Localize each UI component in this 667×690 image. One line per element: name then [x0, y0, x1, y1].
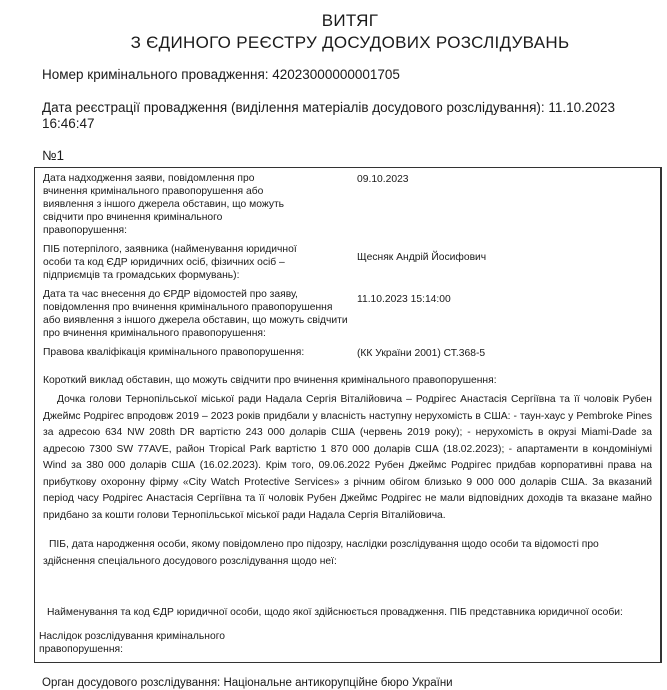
row-value-entry-date: 11.10.2023 15:14:00 [357, 294, 451, 305]
row-label-qualification: Правова кваліфікація кримінального правопорушення: [43, 347, 305, 358]
document-title: ВИТЯГ [321, 11, 379, 30]
outcome-label: Наслідок розслідування кримінального правопорушення: [39, 631, 225, 655]
row-label-applicant: ПІБ потерпілого, заявника (найменування юридичної особи та код ЄДР юридичних осіб, фізичних осіб – підприємців та громадських формувань): [43, 244, 297, 281]
record-box [34, 167, 662, 663]
row-label-entry-date: Дата та час внесення до ЄРДР відомостей про заяву, повідомлення про вчинення кримінального правопорушення або виявлення з іншого джерела обставин, що можуть свідчити про вчинення кримінального правопорушення: [43, 289, 348, 339]
row-qualification [43, 346, 652, 360]
record-number: №1 [42, 148, 64, 163]
row-label-receipt-date: Дата надходження заяви, повідомлення про вчинення кримінального правопорушення або виявлення з іншого джерела обставин, що можуть свідчити про вчинення кримінального правопорушення: [43, 173, 285, 236]
case-number: Номер кримінального провадження: 42023000000001705 [42, 67, 400, 82]
document-subtitle: З ЄДИНОГО РЕЄСТРУ ДОСУДОВИХ РОЗСЛІДУВАНЬ [130, 33, 570, 52]
legal-entity-label: Найменування та код ЄДР юридичної особи, щодо якої здійснюється провадження. ПІБ представника юридичної особи: [47, 607, 623, 618]
registration-date: Дата реєстрації провадження (виділення матеріалів досудового розслідування): 11.10.2023 [42, 100, 615, 115]
row-entry-date [43, 288, 652, 340]
row-value-qualification: (КК України 2001) СТ.368-5 [357, 348, 486, 359]
suspect-label: ПІБ, дата народження особи, якому повідомлено про підозру, наслідки розслідування щодо особи та відомості про здійснення спеціального досудового розслідування щодо неї: [43, 539, 599, 567]
row-applicant [43, 243, 652, 282]
investigation-body: Орган досудового розслідування: Національне антикорупційне бюро України [42, 677, 453, 689]
summary-label: Короткий виклад обставин, що можуть свідчити про вчинення кримінального правопорушення: [43, 375, 497, 386]
row-receipt-date [43, 172, 652, 237]
registration-time: 16:46:47 [42, 116, 95, 131]
summary-text: Дочка голови Тернопільської міської ради Надала Сергія Віталійовича – Родрігес Анастасія Сергіївна та її чоловік Рубен Джеймс Родрігес впродовж 2019 – 2023 років придбали у власність наступну нерухомість в США: - таун-хаус у Pembroke Pines за адресою 634 NW 208th DR вартістю 243 000 доларів США (червень 2019 року); - нерухомість в окрузі Miami-Dade за адресою 7300 SW 77AVE, район Tropical Park вартістю 1 870 000 доларів США (18.02.2023); - апартаменти в кондомініумі Wind за 380 000 доларів США (16.02.2023). Крім того, 09.06.2022 Рубен Джеймс Родрігес придбав корпоративні права на прибуткову охоронну фірму «City Watch Protective Services» з річним обігом близько 9 000 000 доларів США. За вказаний період часу Родрігес Анастасія Сергіївна та її чоловік Рубен Джеймс Родрігес не мали відповідних доходів та вказане майно придбано за кошти голови Тернопільської міської ради Надала Сергія Віталійовича. [43, 394, 652, 521]
row-value-receipt-date: 09.10.2023 [357, 174, 409, 185]
row-value-applicant: Щесняк Андрій Йосифович [357, 252, 487, 263]
